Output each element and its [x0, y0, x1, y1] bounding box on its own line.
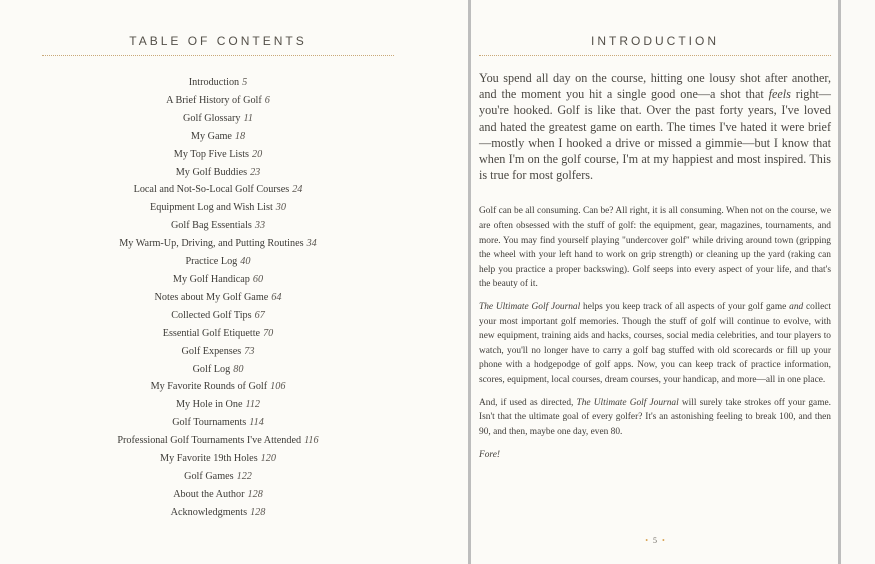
- toc-entry[interactable]: [42, 253, 394, 271]
- toc-entry[interactable]: [42, 414, 394, 432]
- toc-entry-page: 80: [233, 363, 244, 375]
- toc-entry-title: Essential Golf Etiquette: [162, 327, 261, 339]
- intro-lead-paragraph: [479, 70, 831, 183]
- toc-entry-page: 128: [247, 488, 263, 500]
- page-number: [479, 536, 831, 545]
- p3-text-1: And, if used as directed,: [479, 397, 577, 408]
- intro-body: [479, 70, 831, 463]
- toc-entry-page: 70: [263, 327, 274, 339]
- lead-text-2: right—you're hooked. Golf is like that. Over the past forty years, I've loved and hated the greatest game on earth. The times I've hated it were brief—mostly when I hooked a drive or missed a gimmie—but I know that when I'm on the golf course, I'm at my happiest and most inspired. This is true for most golfers.: [479, 87, 831, 183]
- toc-entry[interactable]: [42, 181, 394, 199]
- toc-entry-page: 18: [234, 130, 246, 142]
- toc-entry[interactable]: [42, 450, 394, 468]
- intro-paragraph-3: [479, 396, 831, 440]
- toc-entry[interactable]: [42, 128, 394, 146]
- intro-heading-rule: [479, 55, 831, 56]
- toc-entry-page: 24: [292, 184, 303, 196]
- toc-entry-title: Professional Golf Tournaments I've Attended: [117, 435, 302, 447]
- toc-entry-title: My Golf Handicap: [172, 273, 250, 285]
- toc-entry-title: Introduction: [188, 77, 240, 88]
- toc-entry-title: My Game: [190, 130, 232, 142]
- intro-paragraph-2: [479, 300, 831, 388]
- book-title: The Ultimate Golf Journal: [479, 301, 581, 312]
- toc-entry-title: A Brief History of Golf: [166, 94, 262, 106]
- toc-entry[interactable]: [42, 146, 394, 164]
- p3-text-2: will surely take strokes off your game. Isn't that the ultimate goal of every golfer? It's an astonishing feeling to break 100, and then 90, and then, maybe one day, even 80.: [479, 397, 832, 437]
- intro-heading: INTRODUCTION: [591, 34, 719, 48]
- toc-entry-title: Golf Bag Essentials: [170, 220, 252, 232]
- intro-sign-off: Fore!: [479, 450, 500, 461]
- p2-text-2: collect your most important golf memories. Though the stuff of golf will continue to evolve, with new equipment, training aids and hacks, courses, social media celebrities, and tour players to watch, you'll no longer have to carry a golf bag stuffed with old scorecards or fill up your phone with a hodgepodge of golf apps. Now, you can keep track of practice information, scores, equipment, local courses, dream courses, your handicap, and more—all in one place.: [479, 301, 832, 385]
- toc-entry-title: Practice Log: [185, 256, 238, 268]
- toc-entry[interactable]: [42, 343, 394, 361]
- toc-entry-title: My Top Five Lists: [173, 148, 250, 160]
- toc-entry-page: 67: [254, 309, 265, 321]
- toc-entry-title: My Golf Buddies: [175, 166, 248, 178]
- toc-entry-title: Notes about My Golf Game: [154, 291, 269, 303]
- toc-entry-title: My Warm-Up, Driving, and Putting Routines: [119, 238, 304, 250]
- toc-heading-rule: [42, 55, 394, 56]
- toc-entry-page: 34: [306, 238, 317, 250]
- toc-entry[interactable]: [42, 271, 394, 289]
- toc-entry[interactable]: [42, 289, 394, 307]
- folio-dot-left: •: [645, 536, 648, 545]
- toc-entry-title: My Hole in One: [175, 399, 243, 411]
- toc-entry-page: 64: [271, 291, 282, 303]
- toc-entry-page: 40: [240, 256, 251, 268]
- toc-entry-title: About the Author: [173, 488, 245, 500]
- toc-entry-page: 128: [250, 506, 266, 518]
- toc-heading: TABLE OF CONTENTS: [129, 34, 307, 48]
- toc-entry-page: 112: [245, 399, 261, 411]
- toc-entry-page: 106: [270, 381, 286, 393]
- toc-entry-page: 5: [242, 77, 248, 88]
- toc-entry[interactable]: [42, 325, 394, 343]
- toc-entry-page: 6: [264, 94, 270, 106]
- p2-text-1: helps you keep track of all aspects of your golf game: [580, 301, 790, 312]
- lead-emphasis: feels: [768, 87, 791, 102]
- toc-entry-page: 60: [252, 273, 264, 285]
- toc-entry[interactable]: [42, 217, 394, 235]
- toc-entry-page: 122: [236, 470, 252, 482]
- toc-entry[interactable]: [42, 378, 394, 396]
- toc-entry[interactable]: [42, 110, 394, 128]
- toc-entry-title: My Favorite 19th Holes: [160, 453, 258, 465]
- page-number-value: 5: [653, 536, 657, 545]
- toc-entry-page: 33: [254, 220, 266, 232]
- toc-entry[interactable]: [42, 504, 394, 522]
- toc-entry-page: 116: [304, 435, 319, 447]
- toc-entry-title: Golf Expenses: [181, 345, 242, 357]
- toc-entry-title: Collected Golf Tips: [171, 309, 252, 321]
- book-title: The Ultimate Golf Journal: [576, 397, 679, 408]
- toc-entry-page: 73: [244, 345, 255, 357]
- outer-margin: [841, 0, 875, 564]
- toc-entry-title: Golf Log: [192, 363, 231, 375]
- toc-entry[interactable]: [42, 361, 394, 379]
- toc-entry[interactable]: [42, 468, 394, 486]
- intro-paragraph-1: Golf can be all consuming. Can be? All right, it is all consuming. When not on the course, we are often obsessed with the stuff of golf: the equipment, gear, magazines, tournaments, and more. You may find yourself playing "undercover golf" while driving around town (gripping the wheel with your left hand to work on grip strength) or cleaning up the yard (raking can help you practice a proper backswing). Golf seeps into every aspect of your life, and that's the beauty of it.: [479, 206, 831, 290]
- toc-entry[interactable]: [42, 432, 394, 450]
- toc-entry-page: 11: [243, 112, 253, 124]
- p2-emphasis: and: [789, 301, 804, 312]
- toc-entry[interactable]: [42, 164, 394, 182]
- toc-entry-title: Acknowledgments: [170, 506, 248, 518]
- toc-entry[interactable]: [42, 199, 394, 217]
- toc-entry-title: Golf Glossary: [183, 112, 241, 124]
- toc-entry[interactable]: [42, 92, 394, 110]
- toc-entry[interactable]: [42, 74, 394, 92]
- lead-text-1: You spend all day on the course, hitting one lousy shot after another, and the moment you hit a single good one—a shot that: [479, 71, 831, 102]
- toc-entry-page: 20: [252, 148, 263, 160]
- toc-entry-page: 120: [260, 453, 276, 465]
- toc-list: [42, 74, 394, 522]
- toc-entry-title: Local and Not-So-Local Golf Courses: [133, 184, 290, 196]
- toc-entry-page: 23: [250, 166, 261, 178]
- toc-entry[interactable]: [42, 235, 394, 253]
- right-page-introduction: [471, 0, 838, 564]
- toc-entry[interactable]: [42, 307, 394, 325]
- toc-entry-page: 30: [275, 202, 286, 214]
- toc-entry-title: Golf Games: [184, 470, 234, 482]
- toc-entry-title: My Favorite Rounds of Golf: [150, 381, 268, 393]
- toc-entry-title: Equipment Log and Wish List: [150, 202, 273, 214]
- toc-entry-title: Golf Tournaments: [172, 417, 247, 429]
- toc-entry[interactable]: [42, 396, 394, 414]
- toc-entry-page: 114: [249, 417, 264, 429]
- page-edge-right: [838, 0, 841, 564]
- toc-entry[interactable]: [42, 486, 394, 504]
- folio-dot-right: •: [662, 536, 665, 545]
